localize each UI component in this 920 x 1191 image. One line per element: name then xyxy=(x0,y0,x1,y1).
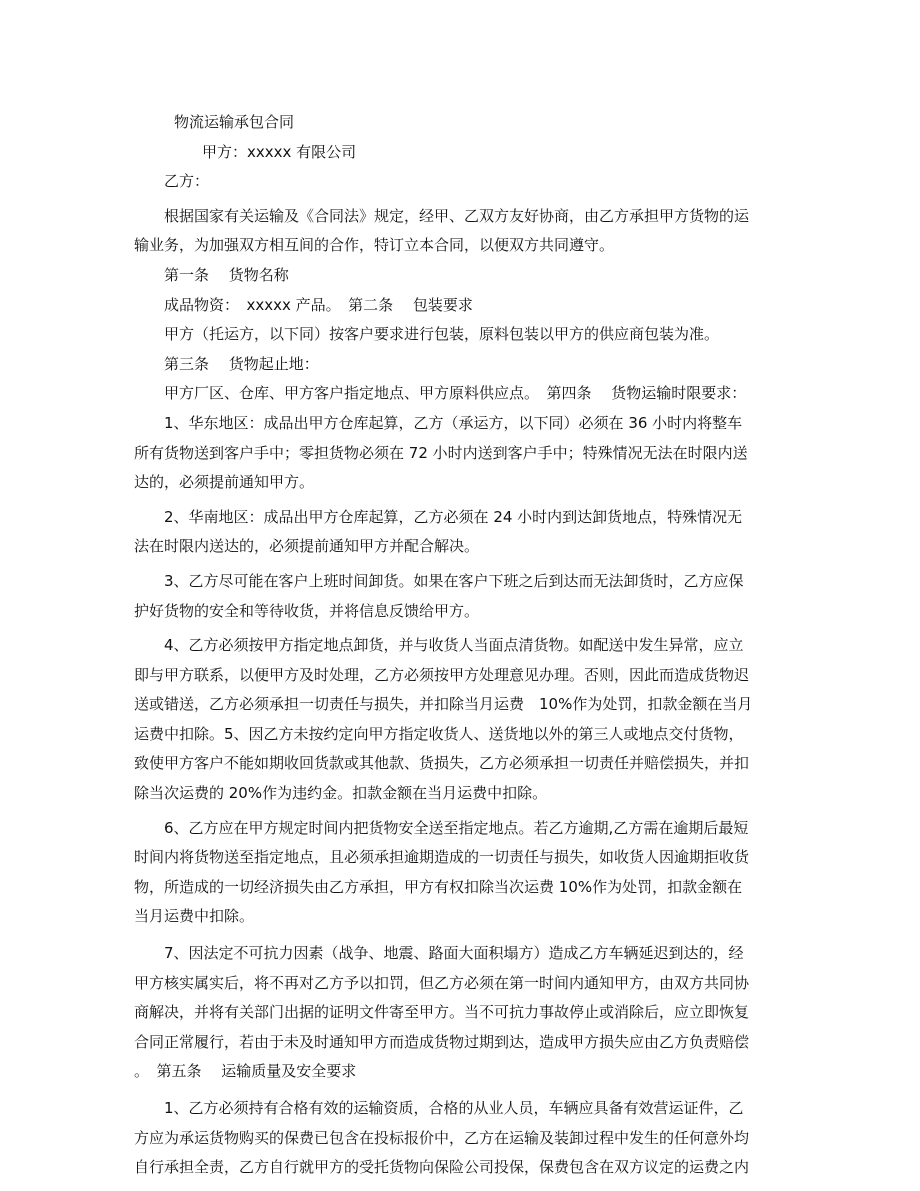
paragraph-line: 所有货物送到客户手中；零担货物必须在 72 小时内送到客户手中；特殊情况无法在时限内送 xyxy=(134,443,748,462)
paragraph-line: 输业务，为加强双方相互间的合作，特订立本合同，以便双方共同遵守。 xyxy=(134,236,615,255)
article-1-heading: 第一条 货物名称 xyxy=(164,265,289,284)
article-4-item-3 xyxy=(134,567,790,626)
article-3-heading: 第三条 货物起止地： xyxy=(164,354,319,373)
article-1-body: 成品物资： xxxxx 产品。 第二条 包装要求 xyxy=(164,295,473,314)
paragraph-line: 根据国家有关运输及《合同法》规定，经甲、乙双方友好协商，由乙方承担甲方货物的运 xyxy=(164,206,750,225)
article-4-item-1 xyxy=(134,409,790,498)
paragraph-line: 甲方核实属实后，将不再对乙方予以扣罚，但乙方必须在第一时间内通知甲方，由双方共同协 xyxy=(134,973,750,992)
paragraph-line: 即与甲方联系，以便甲方及时处理，乙方必须按甲方处理意见办理。否则，因此而造成货物迟 xyxy=(134,665,750,684)
article-5-item-1 xyxy=(134,1094,790,1183)
paragraph-line: 时间内将货物送至指定地点，且必须承担逾期造成的一切责任与损失，如收货人因逾期拒收货 xyxy=(134,848,750,867)
paragraph-line: 。 第五条 运输质量及安全要求 xyxy=(134,1062,357,1081)
paragraph-line: 合同正常履行，若由于未及时通知甲方而造成货物过期到达，造成甲方损失应由乙方负责赔偿 xyxy=(134,1032,750,1051)
party-b-line: 乙方： xyxy=(164,172,210,191)
intro-paragraph xyxy=(134,202,790,261)
article-4-item-6 xyxy=(134,814,790,932)
paragraph-line: 致使甲方客户不能如期收回货款或其他款、货损失，乙方必须承担一切责任并赔偿损失，并扣 xyxy=(134,754,750,773)
paragraph-line: 物，所造成的一切经济损失由乙方承担，甲方有权扣除当次运费 10%作为处罚，扣款金额在 xyxy=(134,877,743,896)
paragraph-line: 4、乙方必须按甲方指定地点卸货，并与收货人当面点清货物。如配送中发生异常，应立 xyxy=(164,636,744,655)
paragraph-line: 达的，必须提前通知甲方。 xyxy=(134,473,315,492)
paragraph-line: 送或错送，乙方必须承担一切责任与损失，并扣除当月运费 10%作为处罚，扣款金额在当月 xyxy=(134,695,753,714)
paragraph-line: 当月运费中扣除。 xyxy=(134,907,255,926)
article-4-item-2 xyxy=(134,503,790,562)
paragraph-line: 除当次运费的 20%作为违约金。扣款金额在当月运费中扣除。 xyxy=(134,784,548,803)
article-4-item-7 xyxy=(134,939,790,1087)
paragraph-line: 运费中扣除。5、因乙方未按约定向甲方指定收货人、送货地以外的第三人或地点交付货物， xyxy=(134,724,744,743)
article-4-item-4 xyxy=(134,631,790,809)
article-2-body: 甲方（托运方，以下同）按客户要求进行包装，原料包装以甲方的供应商包装为准。 xyxy=(164,325,720,344)
paragraph-line: 7、因法定不可抗力因素（战争、地震、路面大面积塌方）造成乙方车辆延迟到达的，经 xyxy=(164,944,744,963)
paragraph-line: 2、华南地区：成品出甲方仓库起算，乙方必须在 24 小时内到达卸货地点，特殊情况无 xyxy=(164,507,743,526)
paragraph-line: 1、华东地区：成品出甲方仓库起算，乙方（承运方，以下同）必须在 36 小时内将整车 xyxy=(164,413,743,432)
paragraph-line: 自行承担全责，乙方自行就甲方的受托货物向保险公司投保，保费包含在双方议定的运费之内 xyxy=(134,1158,750,1177)
paragraph-line: 3、乙方尽可能在客户上班时间卸货。如果在客户下班之后到达而无法卸货时，乙方应保 xyxy=(164,571,744,590)
contract-document xyxy=(134,108,790,1183)
paragraph-line: 1、乙方必须持有合格有效的运输资质，合格的从业人员，车辆应具备有效营运证件，乙 xyxy=(164,1099,744,1117)
paragraph-line: 法在时限内送达的，必须提前通知甲方并配合解决。 xyxy=(134,537,480,556)
article-3-body: 甲方厂区、仓库、甲方客户指定地点、甲方原料供应点。 第四条 货物运输时限要求： xyxy=(164,384,747,403)
document-title: 物流运输承包合同 xyxy=(174,113,295,131)
paragraph-line: 护好货物的安全和等待收货，并将信息反馈给甲方。 xyxy=(134,601,480,620)
party-a-line: 甲方：xxxxx 有限公司 xyxy=(202,142,357,161)
paragraph-line: 商解决，并将有关部门出据的证明文件寄至甲方。当不可抗力事故停止或消除后，应立即恢复 xyxy=(134,1003,750,1022)
paragraph-line: 方应为承运货物购买的保费已包含在投标报价中，乙方在运输及装卸过程中发生的任何意外均 xyxy=(134,1128,750,1147)
paragraph-line: 6、乙方应在甲方规定时间内把货物安全送至指定地点。若乙方逾期,乙方需在逾期后最短 xyxy=(164,818,749,837)
